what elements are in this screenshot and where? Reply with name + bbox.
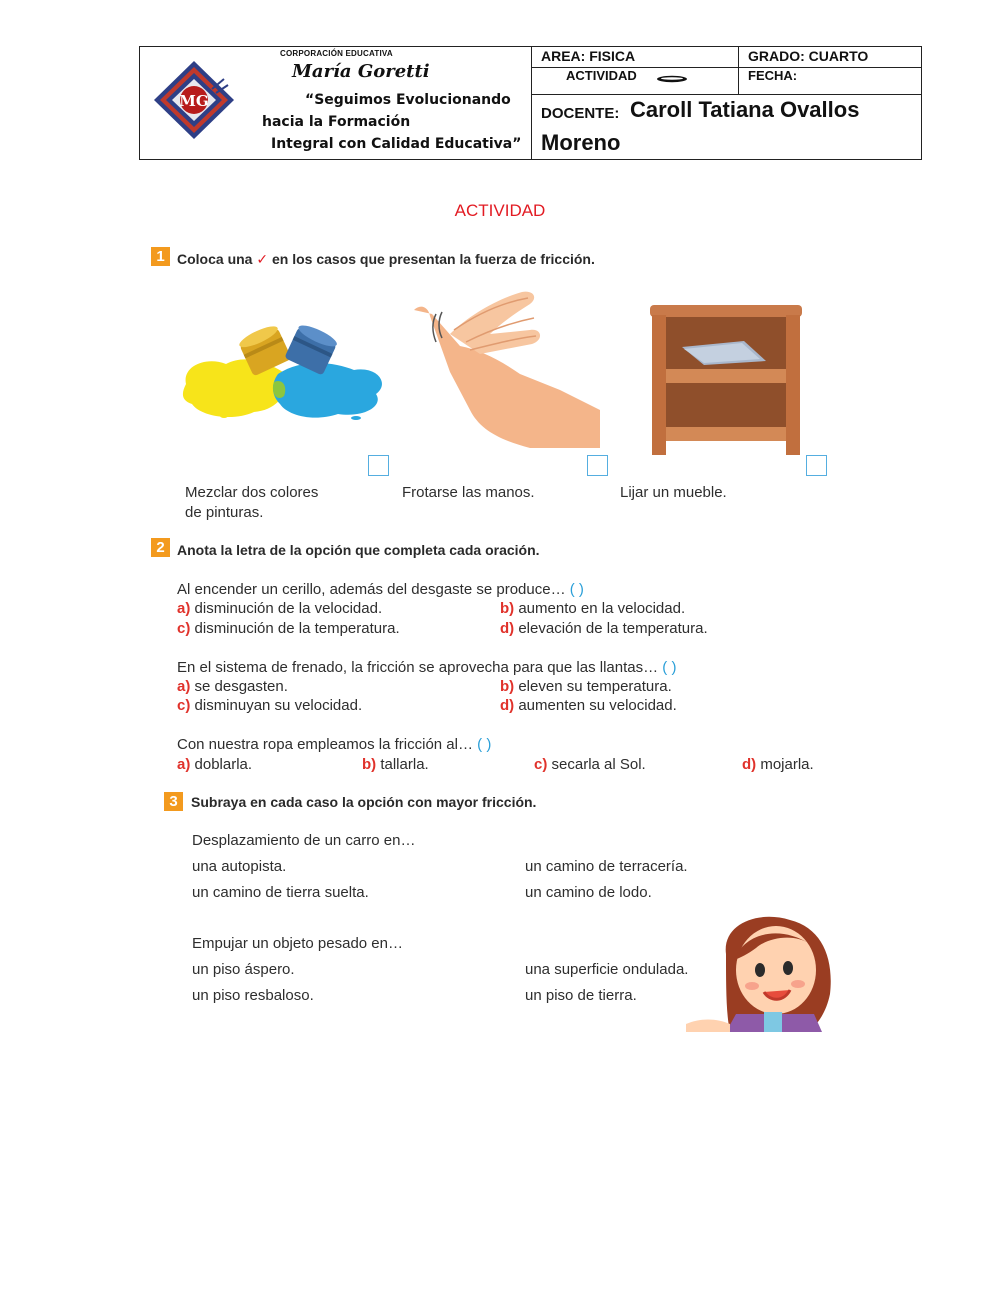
question-text: Con nuestra ropa empleamos la fricción al…	[177, 736, 473, 753]
question-text: Al encender un cerillo, además del desgaste se produce…	[177, 581, 566, 598]
option	[500, 678, 672, 695]
teacher-label: DOCENTE:	[541, 105, 620, 122]
motto-line: hacia la Formación	[262, 114, 411, 130]
group-prompt: Desplazamiento de un carro en…	[192, 832, 416, 849]
check-mark-icon: ✓	[256, 251, 269, 267]
answer-blank[interactable]: ( )	[569, 581, 584, 598]
logo-initials: MG	[179, 92, 209, 110]
section-instruction: Anota la letra de la opción que completa cada oración.	[177, 542, 540, 558]
option	[177, 600, 382, 617]
section-instruction	[177, 251, 595, 268]
option-text: disminución de la velocidad.	[194, 600, 383, 617]
answer-blank[interactable]: ( )	[662, 659, 677, 676]
answer-blank[interactable]: ( )	[477, 736, 492, 753]
group-prompt: Empujar un objeto pesado en…	[192, 935, 403, 952]
underline-option[interactable]: un camino de terracería.	[525, 858, 688, 875]
option-letter: a)	[177, 756, 191, 773]
option-text: eleven su temperatura.	[518, 678, 672, 695]
motto-line: Integral con Calidad Educativa”	[271, 136, 522, 152]
area-label: AREA: FISICA	[541, 48, 636, 64]
header-divider	[531, 94, 921, 95]
school-name: María Goretti	[292, 61, 430, 82]
option-text: disminuyan su velocidad.	[194, 697, 363, 714]
date-label: FECHA:	[748, 68, 798, 83]
header-table	[139, 46, 922, 160]
answer-checkbox[interactable]	[368, 455, 389, 476]
header-divider	[531, 47, 532, 159]
motto-line: “Seguimos Evolucionando	[305, 92, 511, 108]
item-caption: Frotarse las manos.	[402, 484, 535, 501]
option-letter: a)	[177, 678, 191, 695]
corporation-label: CORPORACIÓN EDUCATIVA	[280, 49, 393, 58]
option-text: doblarla.	[194, 756, 253, 773]
wooden-shelf-illustration	[648, 303, 804, 455]
instruction-text: en los casos que presentan la fuerza de fricción.	[271, 251, 595, 267]
section-instruction: Subraya en cada caso la opción con mayor fricción.	[191, 794, 537, 810]
question-prompt	[177, 581, 584, 598]
rubbing-hands-illustration	[410, 290, 600, 450]
question-text: En el sistema de frenado, la fricción se aprovecha para que las llantas…	[177, 659, 659, 676]
underline-option[interactable]: una autopista.	[192, 858, 287, 875]
teacher-name: Caroll Tatiana Ovallos	[630, 97, 860, 122]
answer-checkbox[interactable]	[806, 455, 827, 476]
option	[500, 697, 677, 714]
option	[500, 600, 685, 617]
option-text: aumenten su velocidad.	[518, 697, 677, 714]
underline-option[interactable]: un piso áspero.	[192, 961, 295, 978]
section-number-badge: 1	[151, 247, 170, 266]
option-letter: c)	[177, 697, 191, 714]
option-text: se desgasten.	[194, 678, 288, 695]
answer-checkbox[interactable]	[587, 455, 608, 476]
question-prompt	[177, 736, 491, 753]
school-logo	[150, 59, 242, 141]
option	[177, 697, 362, 714]
instruction-text: Coloca una	[177, 251, 253, 267]
option-letter: c)	[177, 620, 191, 637]
option	[534, 756, 646, 773]
teacher-name: Moreno	[541, 130, 621, 155]
option	[177, 756, 252, 773]
girl-character-illustration	[686, 914, 838, 1032]
option-text: elevación de la temperatura.	[518, 620, 708, 637]
activity-label: ACTIVIDAD	[566, 68, 637, 83]
underline-option[interactable]: un camino de lodo.	[525, 884, 652, 901]
option-letter: d)	[500, 697, 515, 714]
section-number-badge: 3	[164, 792, 183, 811]
option-text: mojarla.	[760, 756, 814, 773]
page-title: ACTIVIDAD	[454, 201, 546, 220]
section-number-badge: 2	[151, 538, 170, 557]
option	[177, 678, 288, 695]
option-text: secarla al Sol.	[551, 756, 646, 773]
item-caption: de pinturas.	[185, 504, 264, 521]
option	[177, 620, 400, 637]
option	[362, 756, 429, 773]
underline-option[interactable]: un piso resbaloso.	[192, 987, 314, 1004]
option-letter: c)	[534, 756, 548, 773]
option-letter: b)	[500, 678, 515, 695]
header-divider	[738, 47, 739, 95]
option	[742, 756, 814, 773]
grade-label: GRADO: CUARTO	[748, 48, 869, 64]
item-caption: Lijar un mueble.	[620, 484, 727, 501]
option-text: disminución de la temperatura.	[194, 620, 400, 637]
oval-mark-icon	[655, 74, 689, 84]
underline-option[interactable]: un piso de tierra.	[525, 987, 637, 1004]
underline-option[interactable]: una superficie ondulada.	[525, 961, 689, 978]
option-text: tallarla.	[380, 756, 429, 773]
item-caption: Mezclar dos colores	[185, 484, 319, 501]
option-letter: b)	[500, 600, 515, 617]
option-letter: d)	[742, 756, 757, 773]
option-text: aumento en la velocidad.	[518, 600, 686, 617]
option	[500, 620, 708, 637]
option-letter: d)	[500, 620, 515, 637]
option-letter: b)	[362, 756, 377, 773]
paint-spill-illustration	[178, 322, 390, 424]
underline-option[interactable]: un camino de tierra suelta.	[192, 884, 369, 901]
option-letter: a)	[177, 600, 191, 617]
question-prompt	[177, 659, 676, 676]
